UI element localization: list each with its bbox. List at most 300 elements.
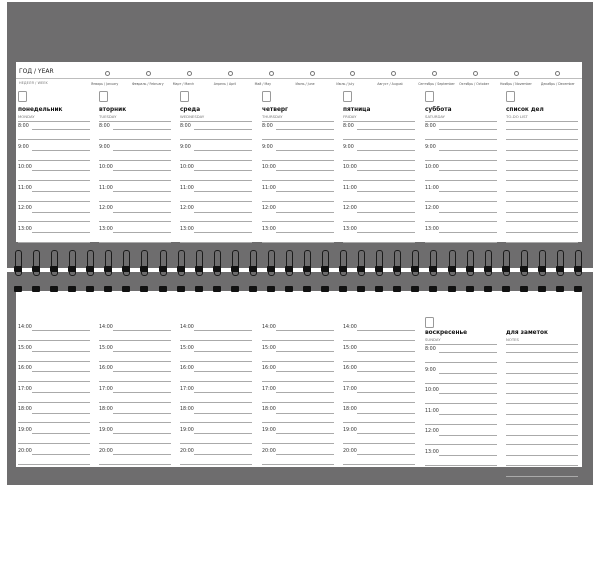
time-label: 11:00	[425, 185, 439, 191]
ring-end	[538, 286, 546, 292]
todo-line[interactable]	[506, 129, 578, 130]
writing-line[interactable]	[18, 180, 90, 181]
spiral-ring	[232, 250, 239, 276]
writing-line[interactable]	[276, 170, 334, 171]
writing-line[interactable]	[32, 232, 90, 233]
writing-line[interactable]	[439, 129, 497, 130]
ring-end	[538, 266, 546, 272]
writing-line[interactable]	[343, 402, 415, 403]
date-box[interactable]	[343, 91, 352, 102]
notes-line[interactable]	[506, 476, 578, 477]
time-label: 9:00	[180, 144, 191, 150]
writing-line[interactable]	[276, 433, 334, 434]
writing-line[interactable]	[357, 232, 415, 233]
writing-line[interactable]	[18, 221, 90, 222]
day-name: воскресенье	[425, 330, 468, 336]
writing-line[interactable]	[357, 191, 415, 192]
date-box[interactable]	[425, 317, 434, 328]
writing-line[interactable]	[18, 422, 90, 423]
time-label: 20:00	[18, 448, 32, 454]
ring-end	[122, 266, 130, 272]
writing-line[interactable]	[99, 180, 171, 181]
writing-line[interactable]	[113, 330, 171, 331]
month-label: Февраль / February	[131, 82, 164, 86]
writing-line[interactable]	[18, 381, 90, 382]
writing-line[interactable]	[194, 351, 252, 352]
writing-line[interactable]	[180, 464, 252, 465]
writing-line[interactable]	[506, 242, 578, 243]
time-label: 9:00	[425, 367, 436, 373]
writing-line[interactable]	[357, 413, 415, 414]
writing-line[interactable]	[506, 403, 578, 404]
spiral-ring	[467, 250, 474, 276]
month-checkbox[interactable]	[105, 71, 110, 76]
writing-line[interactable]	[18, 464, 90, 465]
spiral-ring	[394, 250, 401, 276]
writing-line[interactable]	[180, 139, 252, 140]
writing-line[interactable]	[439, 455, 497, 456]
writing-line[interactable]	[32, 351, 90, 352]
writing-line[interactable]	[439, 212, 497, 213]
writing-line[interactable]	[357, 392, 415, 393]
writing-line[interactable]	[262, 402, 334, 403]
writing-line[interactable]	[276, 129, 334, 130]
writing-line[interactable]	[113, 129, 171, 130]
ring-end	[484, 266, 492, 272]
time-label: 9:00	[262, 144, 273, 150]
ring-end	[502, 286, 510, 292]
writing-line[interactable]	[18, 340, 90, 341]
spiral-ring	[521, 250, 528, 276]
time-label: 20:00	[180, 448, 194, 454]
writing-line[interactable]	[357, 129, 415, 130]
ring-end	[50, 266, 58, 272]
ring-end	[159, 286, 167, 292]
writing-line[interactable]	[262, 422, 334, 423]
writing-line[interactable]	[343, 180, 415, 181]
writing-line[interactable]	[180, 443, 252, 444]
writing-line[interactable]	[276, 392, 334, 393]
writing-line[interactable]	[99, 361, 171, 362]
month-checkbox[interactable]	[187, 71, 192, 76]
writing-line[interactable]	[262, 242, 334, 243]
writing-line[interactable]	[180, 381, 252, 382]
writing-line[interactable]	[99, 221, 171, 222]
writing-line[interactable]	[425, 362, 497, 363]
writing-line[interactable]	[506, 383, 578, 384]
writing-line[interactable]	[343, 221, 415, 222]
notes-line[interactable]	[506, 373, 578, 374]
writing-line[interactable]	[113, 170, 171, 171]
ring-end	[177, 266, 185, 272]
date-box[interactable]	[18, 91, 27, 102]
ring-end	[556, 286, 564, 292]
time-label: 14:00	[180, 325, 194, 330]
writing-line[interactable]	[425, 424, 497, 425]
todo-line[interactable]	[506, 170, 578, 171]
month-label: Июнь / June	[295, 82, 315, 86]
writing-line[interactable]	[357, 351, 415, 352]
writing-line[interactable]	[425, 403, 497, 404]
writing-line[interactable]	[32, 454, 90, 455]
time-label: 17:00	[343, 386, 357, 392]
separator-line	[18, 121, 90, 122]
spiral-ring	[51, 250, 58, 276]
writing-line[interactable]	[425, 201, 497, 202]
writing-line[interactable]	[506, 201, 578, 202]
time-label: 16:00	[180, 366, 194, 372]
time-label: 14:00	[343, 325, 357, 330]
day-name: для заметок	[506, 330, 548, 336]
day-name-en: FRIDAY	[343, 114, 357, 119]
writing-line[interactable]	[32, 371, 90, 372]
month-label: Май / May	[254, 82, 272, 86]
writing-line[interactable]	[99, 340, 171, 341]
writing-line[interactable]	[425, 180, 497, 181]
writing-line[interactable]	[425, 242, 497, 243]
time-label: 10:00	[18, 165, 32, 171]
writing-line[interactable]	[506, 221, 578, 222]
ring-end	[429, 266, 437, 272]
time-label: 17:00	[262, 386, 276, 392]
writing-line[interactable]	[343, 242, 415, 243]
writing-line[interactable]	[99, 139, 171, 140]
notes-line[interactable]	[506, 393, 578, 394]
ring-end	[249, 266, 257, 272]
todo-line[interactable]	[506, 191, 578, 192]
writing-line[interactable]	[425, 160, 497, 161]
ring-end	[448, 266, 456, 272]
writing-line[interactable]	[194, 433, 252, 434]
day-name: вторник	[99, 107, 127, 113]
date-box[interactable]	[506, 91, 515, 102]
writing-line[interactable]	[276, 191, 334, 192]
writing-line[interactable]	[194, 392, 252, 393]
writing-line[interactable]	[262, 340, 334, 341]
writing-line[interactable]	[425, 139, 497, 140]
writing-line[interactable]	[276, 330, 334, 331]
writing-line[interactable]	[194, 371, 252, 372]
writing-line[interactable]	[262, 139, 334, 140]
writing-line[interactable]	[276, 371, 334, 372]
day-name: суббота	[425, 107, 452, 113]
writing-line[interactable]	[180, 201, 252, 202]
writing-line[interactable]	[99, 160, 171, 161]
month-label: Декабрь / December	[540, 82, 575, 86]
writing-line[interactable]	[99, 464, 171, 465]
writing-line[interactable]	[18, 402, 90, 403]
time-label: 8:00	[425, 347, 436, 352]
time-label: 18:00	[262, 407, 276, 413]
writing-line[interactable]	[113, 392, 171, 393]
ring-end	[321, 286, 329, 292]
writing-line[interactable]	[425, 465, 497, 466]
ring-end	[86, 266, 94, 272]
ring-end	[303, 266, 311, 272]
writing-line[interactable]	[99, 242, 171, 243]
month-checkbox[interactable]	[514, 71, 519, 76]
writing-line[interactable]	[343, 201, 415, 202]
writing-line[interactable]	[32, 433, 90, 434]
writing-line[interactable]	[506, 424, 578, 425]
time-label: 16:00	[262, 366, 276, 372]
writing-line[interactable]	[113, 212, 171, 213]
writing-line[interactable]	[357, 150, 415, 151]
time-label: 13:00	[99, 227, 113, 232]
writing-line[interactable]	[439, 232, 497, 233]
writing-line[interactable]	[32, 129, 90, 130]
day-name: среда	[180, 107, 201, 113]
ring-end	[411, 286, 419, 292]
writing-line[interactable]	[425, 383, 497, 384]
writing-line[interactable]	[343, 361, 415, 362]
writing-line[interactable]	[343, 443, 415, 444]
writing-line[interactable]	[113, 371, 171, 372]
writing-line[interactable]	[343, 464, 415, 465]
writing-line[interactable]	[506, 139, 578, 140]
writing-line[interactable]	[18, 443, 90, 444]
ring-end	[249, 286, 257, 292]
writing-line[interactable]	[180, 221, 252, 222]
writing-line[interactable]	[99, 201, 171, 202]
notes-line[interactable]	[506, 352, 578, 353]
date-box[interactable]	[425, 91, 434, 102]
time-label: 8:00	[262, 124, 273, 129]
spiral-ring	[268, 250, 275, 276]
writing-line[interactable]	[18, 242, 90, 243]
year-line	[16, 78, 582, 79]
writing-line[interactable]	[343, 160, 415, 161]
writing-line[interactable]	[357, 454, 415, 455]
writing-line[interactable]	[357, 170, 415, 171]
ring-end	[68, 286, 76, 292]
writing-line[interactable]	[357, 371, 415, 372]
ring-end	[213, 286, 221, 292]
ring-end	[14, 266, 22, 272]
writing-line[interactable]	[425, 444, 497, 445]
writing-line[interactable]	[262, 201, 334, 202]
spiral-ring	[250, 250, 257, 276]
writing-line[interactable]	[180, 180, 252, 181]
separator-line	[506, 344, 578, 345]
writing-line[interactable]	[343, 139, 415, 140]
month-checkbox[interactable]	[146, 71, 151, 76]
writing-line[interactable]	[113, 351, 171, 352]
month-checkbox[interactable]	[555, 71, 560, 76]
ring-end	[411, 266, 419, 272]
writing-line[interactable]	[343, 340, 415, 341]
writing-line[interactable]	[32, 212, 90, 213]
writing-line[interactable]	[32, 330, 90, 331]
notes-line[interactable]	[506, 414, 578, 415]
date-box[interactable]	[99, 91, 108, 102]
writing-line[interactable]	[18, 139, 90, 140]
time-label: 18:00	[180, 407, 194, 413]
time-label: 12:00	[262, 206, 276, 212]
time-label: 9:00	[343, 144, 354, 150]
ring-end	[285, 266, 293, 272]
writing-line[interactable]	[262, 160, 334, 161]
ring-end	[574, 266, 582, 272]
writing-line[interactable]	[180, 160, 252, 161]
writing-line[interactable]	[262, 361, 334, 362]
writing-line[interactable]	[506, 465, 578, 466]
writing-line[interactable]	[357, 433, 415, 434]
writing-line[interactable]	[357, 330, 415, 331]
ring-end	[357, 266, 365, 272]
time-label: 13:00	[425, 227, 439, 232]
writing-line[interactable]	[113, 413, 171, 414]
writing-line[interactable]	[276, 413, 334, 414]
writing-line[interactable]	[113, 433, 171, 434]
notes-line[interactable]	[506, 435, 578, 436]
writing-line[interactable]	[262, 443, 334, 444]
writing-line[interactable]	[276, 454, 334, 455]
writing-line[interactable]	[194, 232, 252, 233]
writing-line[interactable]	[99, 422, 171, 423]
ring-end	[429, 286, 437, 292]
writing-line[interactable]	[506, 362, 578, 363]
spiral-ring	[304, 250, 311, 276]
time-label: 9:00	[18, 144, 29, 150]
writing-line[interactable]	[439, 414, 497, 415]
writing-line[interactable]	[32, 191, 90, 192]
month-checkbox[interactable]	[269, 71, 274, 76]
time-label: 13:00	[425, 450, 439, 455]
day-name: пятница	[343, 107, 371, 113]
writing-line[interactable]	[194, 191, 252, 192]
time-label: 8:00	[343, 124, 354, 129]
writing-line[interactable]	[180, 361, 252, 362]
writing-line[interactable]	[194, 150, 252, 151]
writing-line[interactable]	[99, 381, 171, 382]
writing-line[interactable]	[180, 402, 252, 403]
writing-line[interactable]	[194, 454, 252, 455]
top-page	[16, 62, 582, 242]
writing-line[interactable]	[439, 393, 497, 394]
time-label: 10:00	[425, 165, 439, 171]
writing-line[interactable]	[32, 392, 90, 393]
ring-end	[14, 286, 22, 292]
time-label: 11:00	[99, 185, 113, 191]
ring-end	[484, 286, 492, 292]
writing-line[interactable]	[439, 373, 497, 374]
writing-line[interactable]	[180, 422, 252, 423]
ring-end	[140, 286, 148, 292]
week-label: НЕДЕЛЯ / WEEK	[19, 81, 48, 85]
writing-line[interactable]	[439, 352, 497, 353]
ring-end	[321, 266, 329, 272]
time-label: 15:00	[343, 345, 357, 351]
time-label: 12:00	[18, 206, 32, 212]
writing-line[interactable]	[343, 381, 415, 382]
writing-line[interactable]	[194, 330, 252, 331]
time-label: 14:00	[262, 325, 276, 330]
todo-line[interactable]	[506, 150, 578, 151]
writing-line[interactable]	[506, 444, 578, 445]
month-checkbox[interactable]	[310, 71, 315, 76]
writing-line[interactable]	[32, 150, 90, 151]
todo-line[interactable]	[506, 212, 578, 213]
writing-line[interactable]	[439, 435, 497, 436]
time-label: 19:00	[180, 428, 194, 433]
writing-line[interactable]	[439, 191, 497, 192]
time-label: 8:00	[18, 124, 29, 129]
spiral-ring	[575, 250, 582, 276]
writing-line[interactable]	[32, 413, 90, 414]
writing-line[interactable]	[343, 422, 415, 423]
time-label: 16:00	[343, 366, 357, 372]
writing-line[interactable]	[180, 340, 252, 341]
writing-line[interactable]	[276, 232, 334, 233]
writing-line[interactable]	[425, 221, 497, 222]
writing-line[interactable]	[99, 402, 171, 403]
separator-line	[343, 121, 415, 122]
separator-line	[262, 121, 334, 122]
writing-line[interactable]	[262, 464, 334, 465]
writing-line[interactable]	[32, 170, 90, 171]
day-name-en: THURSDAY	[262, 114, 283, 119]
todo-line[interactable]	[506, 232, 578, 233]
notes-line[interactable]	[506, 455, 578, 456]
writing-line[interactable]	[506, 160, 578, 161]
spiral-ring	[539, 250, 546, 276]
writing-line[interactable]	[262, 381, 334, 382]
date-box[interactable]	[262, 91, 271, 102]
writing-line[interactable]	[506, 180, 578, 181]
spiral-ring	[430, 250, 437, 276]
writing-line[interactable]	[276, 351, 334, 352]
spiral-ring	[358, 250, 365, 276]
writing-line[interactable]	[357, 212, 415, 213]
date-box[interactable]	[180, 91, 189, 102]
writing-line[interactable]	[113, 454, 171, 455]
writing-line[interactable]	[99, 443, 171, 444]
writing-line[interactable]	[113, 191, 171, 192]
time-label: 15:00	[99, 345, 113, 351]
month-checkbox[interactable]	[228, 71, 233, 76]
writing-line[interactable]	[180, 242, 252, 243]
writing-line[interactable]	[194, 170, 252, 171]
writing-line[interactable]	[194, 413, 252, 414]
ring-end	[104, 266, 112, 272]
ring-end	[50, 286, 58, 292]
writing-line[interactable]	[194, 129, 252, 130]
ring-end	[339, 266, 347, 272]
ring-end	[68, 266, 76, 272]
writing-line[interactable]	[18, 361, 90, 362]
time-label: 8:00	[99, 124, 110, 129]
writing-line[interactable]	[18, 201, 90, 202]
writing-line[interactable]	[113, 232, 171, 233]
month-label: Март / March	[172, 82, 195, 86]
ring-end	[177, 286, 185, 292]
separator-line	[425, 344, 497, 345]
spiral-ring	[141, 250, 148, 276]
writing-line[interactable]	[262, 180, 334, 181]
day-name: список дел	[506, 107, 544, 113]
writing-line[interactable]	[439, 170, 497, 171]
writing-line[interactable]	[262, 221, 334, 222]
ring-end	[32, 266, 40, 272]
writing-line[interactable]	[113, 150, 171, 151]
writing-line[interactable]	[439, 150, 497, 151]
writing-line[interactable]	[194, 212, 252, 213]
writing-line[interactable]	[276, 150, 334, 151]
writing-line[interactable]	[18, 160, 90, 161]
time-label: 10:00	[343, 165, 357, 171]
writing-line[interactable]	[276, 212, 334, 213]
